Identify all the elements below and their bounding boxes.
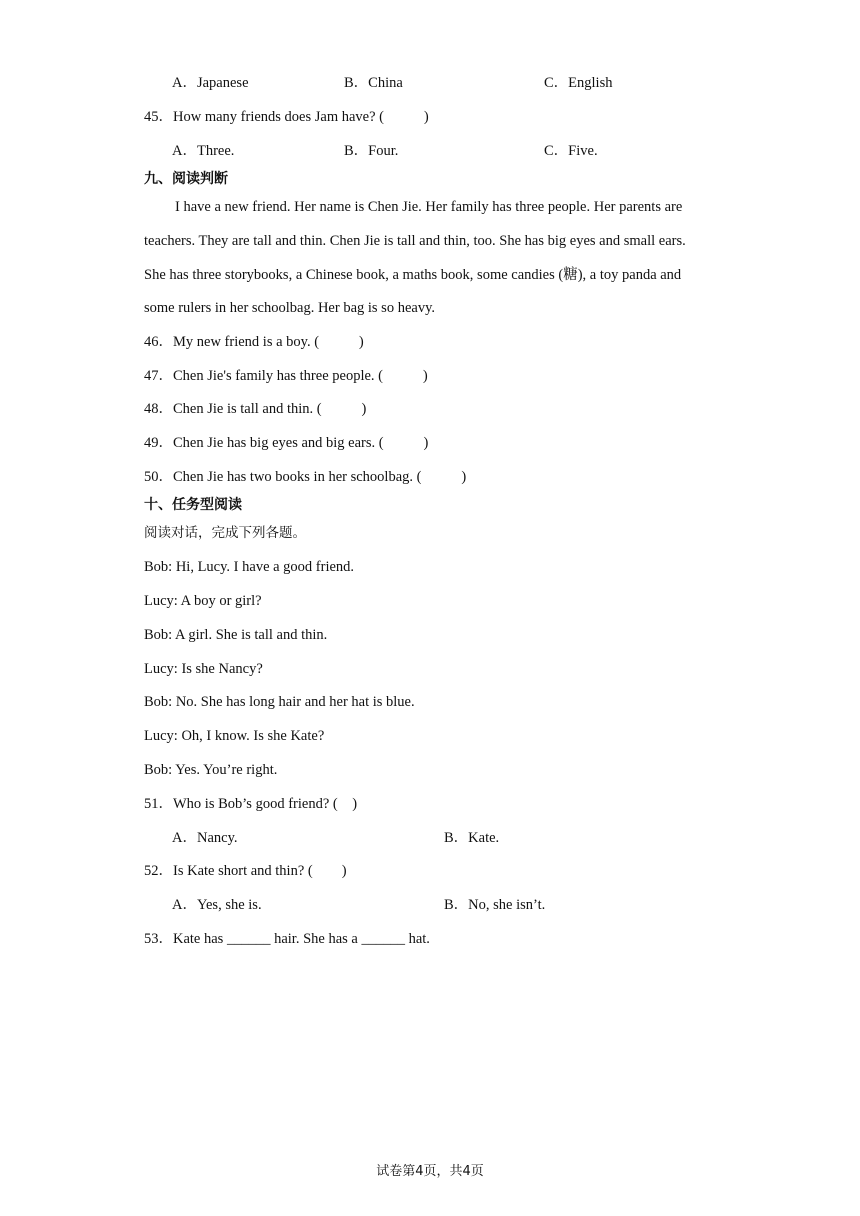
q47-statement: 47．Chen Jie's family has three people. ( ) — [144, 368, 428, 384]
q49-statement: 49．Chen Jie has big eyes and big ears. ( ) — [144, 435, 429, 451]
q53-fill-blank: 53．Kate has ______ hair. She has a ______ hat. — [144, 931, 430, 947]
passage-line-3: She has three storybooks, a Chinese book, a maths book, some candies (糖), a toy panda and — [144, 267, 682, 283]
section10-heading: 十、任务型阅读 — [144, 497, 242, 513]
page-footer: 试卷第4页，共4页 — [376, 1164, 484, 1179]
q44-option-c: C．English — [544, 75, 613, 91]
passage-line-1: I have a new friend. Her name is Chen Jie. Her family has three people. Her parents are — [175, 199, 683, 215]
dialogue-line-6: Lucy: Oh, I know. Is she Kate? — [144, 728, 325, 744]
q46-statement: 46．My new friend is a boy. ( ) — [144, 334, 364, 350]
dialogue-line-7: Bob: Yes. You’re right. — [144, 762, 278, 778]
dialogue-line-1: Bob: Hi, Lucy. I have a good friend. — [144, 559, 355, 575]
q45-question: 45．How many friends does Jam have? ( ) — [144, 109, 429, 125]
q44-option-b: B．China — [344, 75, 403, 91]
q45-option-b: B．Four. — [344, 143, 399, 159]
q52-option-a: A．Yes, she is. — [172, 897, 262, 913]
dialogue-line-5: Bob: No. She has long hair and her hat is blue. — [144, 694, 415, 710]
dialogue-line-4: Lucy: Is she Nancy? — [144, 661, 263, 677]
section9-heading: 九、阅读判断 — [144, 171, 228, 187]
section10-instruction: 阅读对话，完成下列各题。 — [144, 525, 306, 541]
passage-line-4: some rulers in her schoolbag. Her bag is so heavy. — [144, 300, 435, 316]
q52-option-b: B．No, she isn’t. — [444, 897, 546, 913]
q45-option-a: A．Three. — [172, 143, 235, 159]
q51-question: 51．Who is Bob’s good friend? ( ) — [144, 796, 358, 812]
passage-line-2: teachers. They are tall and thin. Chen Jie is tall and thin, too. She has big eyes and small ears. — [144, 233, 686, 249]
q48-statement: 48．Chen Jie is tall and thin. ( ) — [144, 401, 367, 417]
q52-question: 52．Is Kate short and thin? ( ) — [144, 863, 347, 879]
q44-option-a: A．Japanese — [172, 75, 249, 91]
q51-option-b: B．Kate. — [444, 830, 500, 846]
q50-statement: 50．Chen Jie has two books in her schoolbag. ( ) — [144, 469, 467, 485]
q45-option-c: C．Five. — [544, 143, 598, 159]
q51-option-a: A．Nancy. — [172, 830, 238, 846]
dialogue-line-3: Bob: A girl. She is tall and thin. — [144, 627, 328, 643]
dialogue-line-2: Lucy: A boy or girl? — [144, 593, 262, 609]
